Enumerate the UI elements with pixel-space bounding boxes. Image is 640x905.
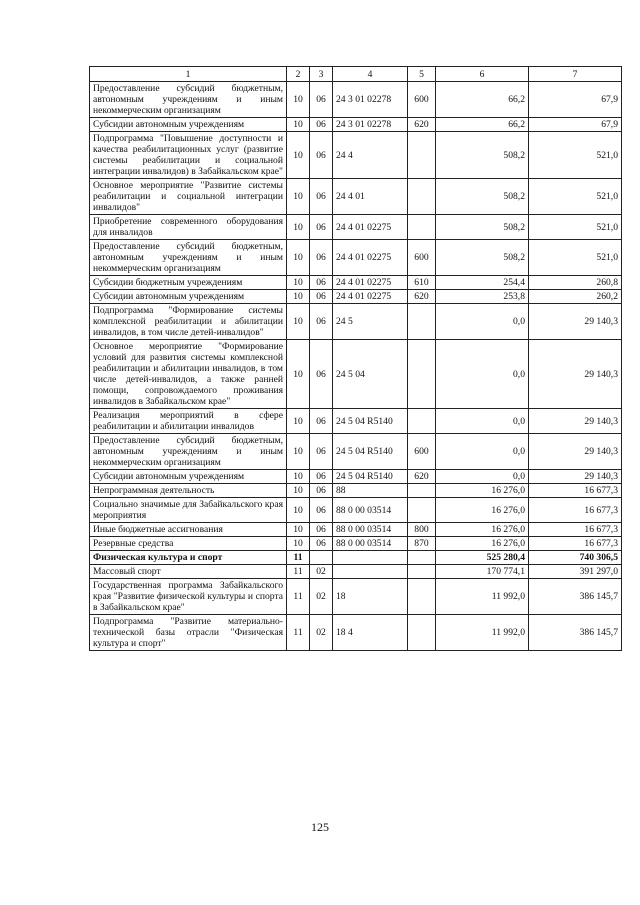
cell-expense-type: 870 — [408, 537, 436, 551]
table-row — [90, 409, 622, 434]
cell-subsection: 06 — [310, 276, 333, 290]
cell-section: 10 — [287, 276, 310, 290]
cell-sum-year-2: 391 297,0 — [529, 565, 622, 579]
table-row — [90, 179, 622, 215]
cell-expense-type — [408, 551, 436, 565]
cell-sum-year-2: 16 677,3 — [529, 484, 622, 498]
cell-sum-year-2: 16 677,3 — [529, 537, 622, 551]
cell-sum-year-2: 16 677,3 — [529, 523, 622, 537]
cell-subsection: 06 — [310, 118, 333, 132]
table-row — [90, 579, 622, 615]
cell-subsection: 06 — [310, 82, 333, 118]
cell-section: 10 — [287, 523, 310, 537]
cell-expense-type — [408, 340, 436, 409]
column-header: 1 — [90, 67, 287, 82]
cell-subsection: 06 — [310, 290, 333, 304]
cell-expense-type: 800 — [408, 523, 436, 537]
cell-name: Субсидии автономным учреждениям — [90, 118, 287, 132]
cell-sum-year-2: 29 140,3 — [529, 304, 622, 340]
cell-name: Подпрограмма "Формирование системы комплексной реабилитации и абилитации инвалидов, в том числе детей-инвалидов" — [90, 304, 287, 340]
cell-subsection: 06 — [310, 340, 333, 409]
cell-expense-type: 600 — [408, 240, 436, 276]
table-row — [90, 304, 622, 340]
cell-section: 10 — [287, 304, 310, 340]
cell-subsection: 06 — [310, 484, 333, 498]
cell-sum-year-1: 170 774,1 — [436, 565, 529, 579]
cell-subsection: 06 — [310, 409, 333, 434]
cell-section: 11 — [287, 615, 310, 651]
cell-sum-year-2: 521,0 — [529, 215, 622, 240]
cell-sum-year-2: 29 140,3 — [529, 434, 622, 470]
cell-sum-year-1: 0,0 — [436, 340, 529, 409]
cell-expense-type — [408, 615, 436, 651]
cell-name: Реализация мероприятий в сфере реабилитации и абилитации инвалидов — [90, 409, 287, 434]
cell-target-article: 88 0 00 03514 — [333, 523, 408, 537]
cell-expense-type — [408, 409, 436, 434]
cell-subsection: 02 — [310, 579, 333, 615]
table-row — [90, 118, 622, 132]
table-row — [90, 340, 622, 409]
cell-sum-year-1: 525 280,4 — [436, 551, 529, 565]
table-row — [90, 498, 622, 523]
cell-target-article: 24 4 — [333, 132, 408, 179]
cell-target-article: 88 0 00 03514 — [333, 498, 408, 523]
cell-section: 10 — [287, 179, 310, 215]
cell-sum-year-1: 11 992,0 — [436, 615, 529, 651]
cell-sum-year-2: 29 140,3 — [529, 340, 622, 409]
table-row — [90, 551, 622, 565]
cell-sum-year-2: 740 306,5 — [529, 551, 622, 565]
cell-subsection: 06 — [310, 498, 333, 523]
cell-expense-type — [408, 132, 436, 179]
cell-section: 11 — [287, 565, 310, 579]
cell-sum-year-1: 0,0 — [436, 470, 529, 484]
cell-subsection: 06 — [310, 179, 333, 215]
cell-target-article: 24 3 01 02278 — [333, 82, 408, 118]
cell-section: 10 — [287, 409, 310, 434]
cell-target-article: 24 5 — [333, 304, 408, 340]
table-row — [90, 82, 622, 118]
cell-expense-type — [408, 304, 436, 340]
cell-sum-year-2: 67,9 — [529, 82, 622, 118]
cell-name: Предоставление субсидий бюджетным, автономным учреждениям и иным некоммерческим организациям — [90, 82, 287, 118]
cell-sum-year-1: 16 276,0 — [436, 498, 529, 523]
cell-target-article: 24 4 01 02275 — [333, 276, 408, 290]
budget-table — [89, 66, 622, 651]
cell-sum-year-1: 66,2 — [436, 118, 529, 132]
cell-expense-type — [408, 498, 436, 523]
cell-subsection: 02 — [310, 565, 333, 579]
cell-sum-year-1: 16 276,0 — [436, 537, 529, 551]
cell-expense-type: 620 — [408, 118, 436, 132]
column-header: 7 — [529, 67, 622, 82]
cell-sum-year-1: 508,2 — [436, 179, 529, 215]
cell-name: Подпрограмма "Развитие материально-технической базы отрасли "Физическая культура и спорт" — [90, 615, 287, 651]
table-row — [90, 290, 622, 304]
cell-section: 10 — [287, 132, 310, 179]
table-row — [90, 240, 622, 276]
cell-subsection: 06 — [310, 470, 333, 484]
cell-name: Резервные средства — [90, 537, 287, 551]
cell-name: Социально значимые для Забайкальского края мероприятия — [90, 498, 287, 523]
cell-subsection: 06 — [310, 215, 333, 240]
cell-sum-year-2: 67,9 — [529, 118, 622, 132]
cell-section: 11 — [287, 579, 310, 615]
table-row — [90, 565, 622, 579]
cell-expense-type: 600 — [408, 434, 436, 470]
cell-sum-year-1: 0,0 — [436, 434, 529, 470]
cell-section: 10 — [287, 340, 310, 409]
cell-sum-year-1: 254,4 — [436, 276, 529, 290]
cell-sum-year-1: 508,2 — [436, 240, 529, 276]
cell-target-article: 24 5 04 — [333, 340, 408, 409]
cell-sum-year-2: 386 145,7 — [529, 579, 622, 615]
table-row — [90, 215, 622, 240]
cell-subsection: 06 — [310, 132, 333, 179]
cell-expense-type: 600 — [408, 82, 436, 118]
cell-sum-year-1: 16 276,0 — [436, 484, 529, 498]
cell-subsection: 06 — [310, 523, 333, 537]
cell-expense-type — [408, 179, 436, 215]
cell-sum-year-1: 66,2 — [436, 82, 529, 118]
column-header: 2 — [287, 67, 310, 82]
cell-sum-year-2: 260,8 — [529, 276, 622, 290]
cell-sum-year-1: 508,2 — [436, 215, 529, 240]
table-row — [90, 537, 622, 551]
table-row — [90, 276, 622, 290]
cell-section: 10 — [287, 118, 310, 132]
cell-section: 10 — [287, 537, 310, 551]
cell-sum-year-1: 11 992,0 — [436, 579, 529, 615]
cell-expense-type — [408, 484, 436, 498]
cell-target-article — [333, 551, 408, 565]
cell-section: 10 — [287, 470, 310, 484]
cell-section: 10 — [287, 290, 310, 304]
cell-subsection: 06 — [310, 304, 333, 340]
cell-target-article: 24 5 04 R5140 — [333, 409, 408, 434]
cell-name: Субсидии автономным учреждениям — [90, 470, 287, 484]
cell-sum-year-1: 16 276,0 — [436, 523, 529, 537]
table-body — [90, 82, 622, 651]
cell-expense-type: 620 — [408, 470, 436, 484]
cell-target-article: 18 — [333, 579, 408, 615]
cell-subsection: 06 — [310, 240, 333, 276]
cell-name: Подпрограмма "Повышение доступности и качества реабилитационных услуг (развитие системы реабилитации и социальной интеграции инвалидов) в Забайкальском крае" — [90, 132, 287, 179]
cell-target-article: 24 4 01 02275 — [333, 215, 408, 240]
column-header: 4 — [333, 67, 408, 82]
table-row — [90, 470, 622, 484]
cell-section: 10 — [287, 82, 310, 118]
cell-expense-type — [408, 215, 436, 240]
cell-expense-type — [408, 579, 436, 615]
table-row — [90, 523, 622, 537]
cell-sum-year-2: 521,0 — [529, 132, 622, 179]
cell-target-article: 24 3 01 02278 — [333, 118, 408, 132]
table-row — [90, 434, 622, 470]
cell-sum-year-2: 260,2 — [529, 290, 622, 304]
cell-name: Массовый спорт — [90, 565, 287, 579]
cell-target-article: 24 4 01 — [333, 179, 408, 215]
cell-name: Предоставление субсидий бюджетным, автономным учреждениям и иным некоммерческим организациям — [90, 434, 287, 470]
cell-sum-year-2: 521,0 — [529, 179, 622, 215]
column-header: 5 — [408, 67, 436, 82]
cell-sum-year-2: 16 677,3 — [529, 498, 622, 523]
cell-subsection: 02 — [310, 615, 333, 651]
cell-sum-year-1: 253,8 — [436, 290, 529, 304]
cell-name: Основное мероприятие "Развитие системы реабилитации и социальной интеграции инвалидов" — [90, 179, 287, 215]
table-row — [90, 615, 622, 651]
cell-section: 10 — [287, 240, 310, 276]
cell-name: Предоставление субсидий бюджетным, автономным учреждениям и иным некоммерческим организациям — [90, 240, 287, 276]
page-number: 125 — [311, 820, 329, 834]
table-row — [90, 132, 622, 179]
cell-name: Субсидии автономным учреждениям — [90, 290, 287, 304]
cell-sum-year-2: 29 140,3 — [529, 409, 622, 434]
cell-target-article: 88 0 00 03514 — [333, 537, 408, 551]
cell-target-article: 24 5 04 R5140 — [333, 434, 408, 470]
cell-subsection: 06 — [310, 434, 333, 470]
cell-section: 10 — [287, 215, 310, 240]
cell-name: Основное мероприятие "Формирование условий для развития системы комплексной реабилитации и абилитации инвалидов, в том числе детей-инвалидов, а также ранней помощи, сопровождаемого проживания инвалидов в Забайкальском крае" — [90, 340, 287, 409]
cell-sum-year-2: 29 140,3 — [529, 470, 622, 484]
cell-target-article: 24 4 01 02275 — [333, 240, 408, 276]
cell-subsection — [310, 551, 333, 565]
table-row — [90, 484, 622, 498]
column-header: 3 — [310, 67, 333, 82]
cell-sum-year-1: 0,0 — [436, 304, 529, 340]
cell-expense-type: 610 — [408, 276, 436, 290]
cell-section: 10 — [287, 498, 310, 523]
cell-expense-type — [408, 565, 436, 579]
cell-sum-year-2: 386 145,7 — [529, 615, 622, 651]
cell-target-article — [333, 565, 408, 579]
cell-section: 10 — [287, 434, 310, 470]
cell-name: Приобретение современного оборудования для инвалидов — [90, 215, 287, 240]
cell-expense-type: 620 — [408, 290, 436, 304]
cell-sum-year-2: 521,0 — [529, 240, 622, 276]
cell-name: Непрограммная деятельность — [90, 484, 287, 498]
cell-name: Иные бюджетные ассигнования — [90, 523, 287, 537]
cell-target-article: 88 — [333, 484, 408, 498]
cell-name: Субсидии бюджетным учреждениям — [90, 276, 287, 290]
cell-target-article: 24 4 01 02275 — [333, 290, 408, 304]
table-header-row — [90, 67, 622, 82]
cell-name: Физическая культура и спорт — [90, 551, 287, 565]
cell-target-article: 18 4 — [333, 615, 408, 651]
cell-sum-year-1: 508,2 — [436, 132, 529, 179]
column-header: 6 — [436, 67, 529, 82]
cell-target-article: 24 5 04 R5140 — [333, 470, 408, 484]
cell-section: 10 — [287, 484, 310, 498]
cell-subsection: 06 — [310, 537, 333, 551]
cell-section: 11 — [287, 551, 310, 565]
cell-name: Государственная программа Забайкальского края "Развитие физической культуры и спорта в Забайкальском крае" — [90, 579, 287, 615]
cell-sum-year-1: 0,0 — [436, 409, 529, 434]
